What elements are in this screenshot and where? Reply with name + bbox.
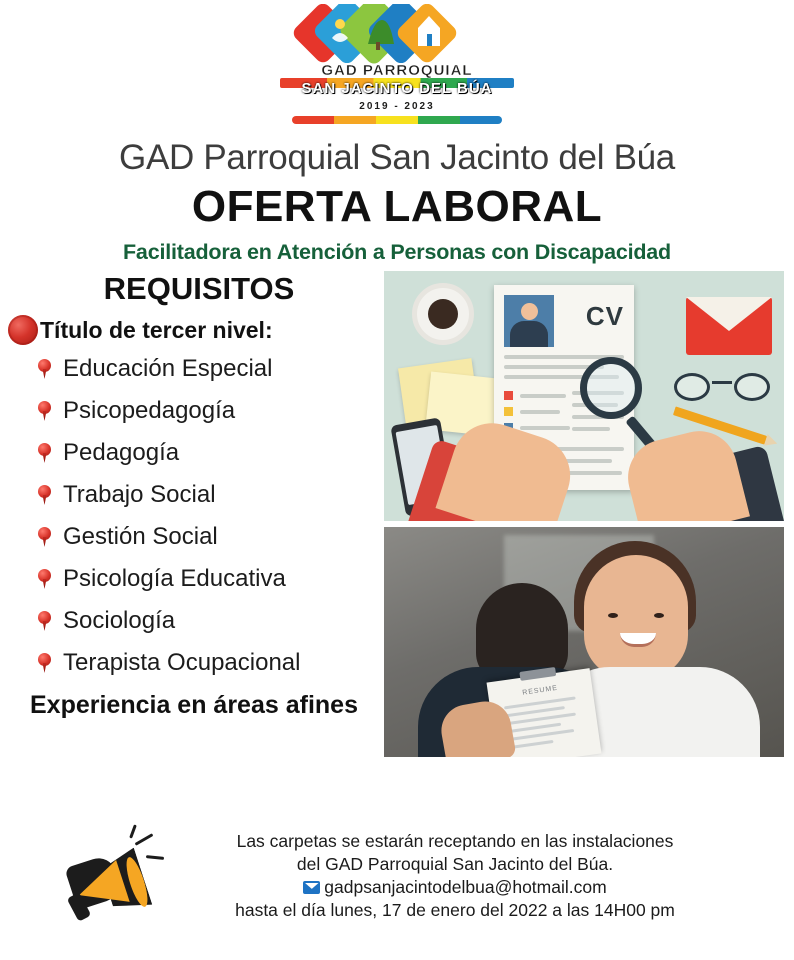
footer-email-line xyxy=(170,876,740,899)
envelope-icon xyxy=(686,297,772,355)
footer-line-2: del GAD Parroquial San Jacinto del Búa. xyxy=(296,854,614,875)
footer-text-block xyxy=(170,826,770,922)
pin-icon xyxy=(38,611,51,631)
pin-icon xyxy=(38,527,51,547)
requirements-column xyxy=(0,269,380,720)
email-icon xyxy=(303,881,320,894)
position-title: Facilitadora en Atención a Personas con Discapacidad xyxy=(123,240,671,264)
list-item xyxy=(38,355,380,383)
degree-name: Terapista Ocupacional xyxy=(63,649,301,676)
cv-label: CV xyxy=(585,301,624,331)
list-item xyxy=(38,523,380,551)
list-item xyxy=(38,397,380,425)
megaphone-icon xyxy=(60,832,170,932)
contact-email[interactable]: gadpsanjacintodelbua@hotmail.com xyxy=(324,877,607,898)
degree-name: Trabajo Social xyxy=(63,481,216,508)
requirements-heading: REQUISITOS xyxy=(103,271,295,306)
degree-name: Sociología xyxy=(63,607,176,634)
degree-requirement xyxy=(8,315,380,345)
pin-icon xyxy=(38,443,51,463)
cv-desk-image xyxy=(384,271,784,521)
eyeglasses-icon xyxy=(674,371,770,405)
pin-icon xyxy=(38,653,51,673)
degree-label: Título de tercer nivel: xyxy=(40,316,273,343)
logo-container xyxy=(0,0,794,132)
list-item xyxy=(38,565,380,593)
pin-icon xyxy=(38,485,51,505)
candidate-head xyxy=(584,555,688,679)
degree-name: Gestión Social xyxy=(63,523,218,550)
degree-name: Educación Especial xyxy=(63,355,273,382)
logo-line2: SAN JACINTO DEL BÚA xyxy=(301,80,493,97)
list-item xyxy=(38,481,380,509)
list-item xyxy=(38,607,380,635)
pin-icon xyxy=(38,401,51,421)
experience-requirement: Experiencia en áreas afines xyxy=(30,691,358,719)
list-item xyxy=(38,439,380,467)
offer-title: OFERTA LABORAL xyxy=(191,182,603,231)
logo-years: 2019 - 2023 xyxy=(359,101,435,112)
pin-icon xyxy=(38,359,51,379)
footer-deadline: hasta el día lunes, 17 de enero del 2022 a las 14H00 pm xyxy=(235,900,675,921)
avatar xyxy=(504,295,554,347)
degree-name: Pedagogía xyxy=(63,439,180,466)
list-item xyxy=(38,649,380,677)
footer-line-1: Las carpetas se estarán receptando en las instalaciones xyxy=(236,831,674,851)
coffee-cup-icon xyxy=(412,283,474,345)
organization-title: GAD Parroquial San Jacinto del Búa xyxy=(119,138,675,177)
degree-name: Psicología Educativa xyxy=(63,565,286,592)
pin-icon xyxy=(38,569,51,589)
logo-bottom-band xyxy=(292,116,502,124)
organization-logo xyxy=(272,4,522,132)
logo-line1: GAD PARROQUIAL xyxy=(321,62,473,79)
degree-list xyxy=(0,355,380,677)
red-dot-icon xyxy=(8,315,38,345)
footer-notice xyxy=(0,826,794,932)
degree-name: Psicopedagogía xyxy=(63,397,236,424)
interview-image xyxy=(384,527,784,757)
magnifier-icon xyxy=(580,357,642,419)
resume-label: RESUME xyxy=(521,684,559,697)
main-content xyxy=(0,269,794,789)
